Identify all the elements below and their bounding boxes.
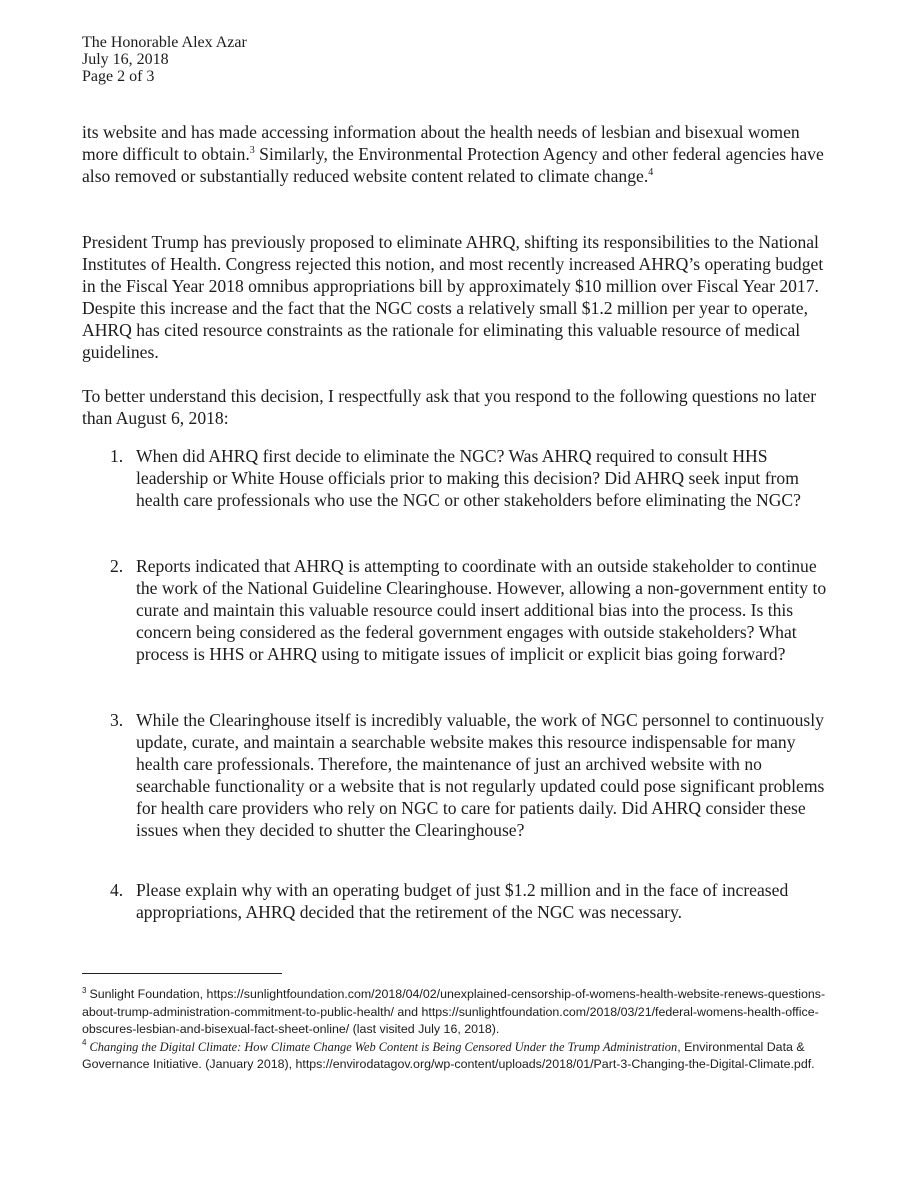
footnote-text: , Environmental Data & Governance Initiative. (January 2018), https://envirodatagov.org/wp-content/uploads/2018/01/Part-3-Changing-the-Digital-Climate.pdf. [82, 1039, 815, 1071]
footnote-4 [82, 1039, 834, 1074]
question-number: 4. [110, 880, 124, 900]
question-text: Please explain why with an operating budget of just $1.2 million and in the face of increased appropriations, AHRQ decided that the retirement of the NGC was necessary. [136, 880, 789, 922]
paragraph-website-removal [82, 121, 834, 187]
question-number: 2. [110, 556, 124, 576]
question-text: Reports indicated that AHRQ is attempting to coordinate with an outside stakeholder to continue the work of the National Guideline Clearinghouse. However, allowing a non-government entity to curate and maintain this valuable resource could insert additional bias into the process. Is this concern being considered as the federal government engages with outside stakeholders? What process is HHS or AHRQ using to mitigate issues of implicit or explicit bias going forward? [136, 556, 827, 664]
footnote-ref-3: 3 [249, 145, 255, 157]
footnote-marker: 3 [82, 985, 87, 995]
footnote-text: Sunlight Foundation, https://sunlightfoundation.com/2018/04/02/unexplained-censorship-of-womens-health-website-renews-questions-about-trump-administration-commitment-to-public-health/ and https://sunlightfoundation.com/2018/03/21/federal-womens-health-office-obscures-lesbian-and-bisexual-fact-sheet-online/ (last visited July 16, 2018). [82, 987, 826, 1036]
question-number: 3. [110, 710, 124, 730]
footnote-marker: 4 [82, 1038, 87, 1048]
footnote-cited-title: Changing the Digital Climate: How Climate Change Web Content is Being Censored Under the Trump Administration [89, 1039, 678, 1054]
footnote-ref-4: 4 [648, 167, 654, 179]
footnote-3 [82, 986, 834, 1039]
footnote-divider [82, 973, 282, 974]
paragraph-text: its website and has made accessing information about the health needs of lesbian and bisexual women more difficult to obtain. [82, 122, 800, 164]
date-line: July 16, 2018 [82, 51, 169, 68]
paragraph-budget: President Trump has previously proposed to eliminate AHRQ, shifting its responsibilities to the National Institutes of Health. Congress rejected this notion, and most recently increased AHRQ’s operating budget in the Fiscal Year 2018 omnibus appropriations bill by approximately $10 million over Fiscal Year 2017. Despite this increase and the fact that the NGC costs a relatively small $1.2 million per year to operate, AHRQ has cited resource constraints as the rationale for eliminating this valuable resource of medical guidelines. [82, 232, 824, 362]
footnotes [82, 986, 834, 1074]
question-number: 1. [110, 446, 124, 466]
page-number: Page 2 of 3 [82, 68, 155, 85]
paragraph-request: To better understand this decision, I respectfully ask that you respond to the following questions no later than August 6, 2018: [82, 386, 817, 428]
paragraph-text-cont: Similarly, the Environmental Protection Agency and other federal agencies have also removed or substantially reduced website content related to climate change. [82, 144, 824, 186]
question-text: While the Clearinghouse itself is incredibly valuable, the work of NGC personnel to continuously update, curate, and maintain a searchable website makes this resource indispensable for many health care professionals. Therefore, the maintenance of just an archived website with no searchable functionality or a website that is not regularly updated could pose significant problems for health care providers who rely on NGC to care for patients daily. Did AHRQ consider these issues when they decided to shutter the Clearinghouse? [136, 710, 825, 840]
question-text: When did AHRQ first decide to eliminate the NGC? Was AHRQ required to consult HHS leadership or White House officials prior to making this decision? Did AHRQ seek input from health care professionals who use the NGC or other stakeholders before eliminating the NGC? [136, 446, 801, 510]
recipient-line: The Honorable Alex Azar [82, 34, 247, 51]
letter-header [82, 34, 247, 85]
